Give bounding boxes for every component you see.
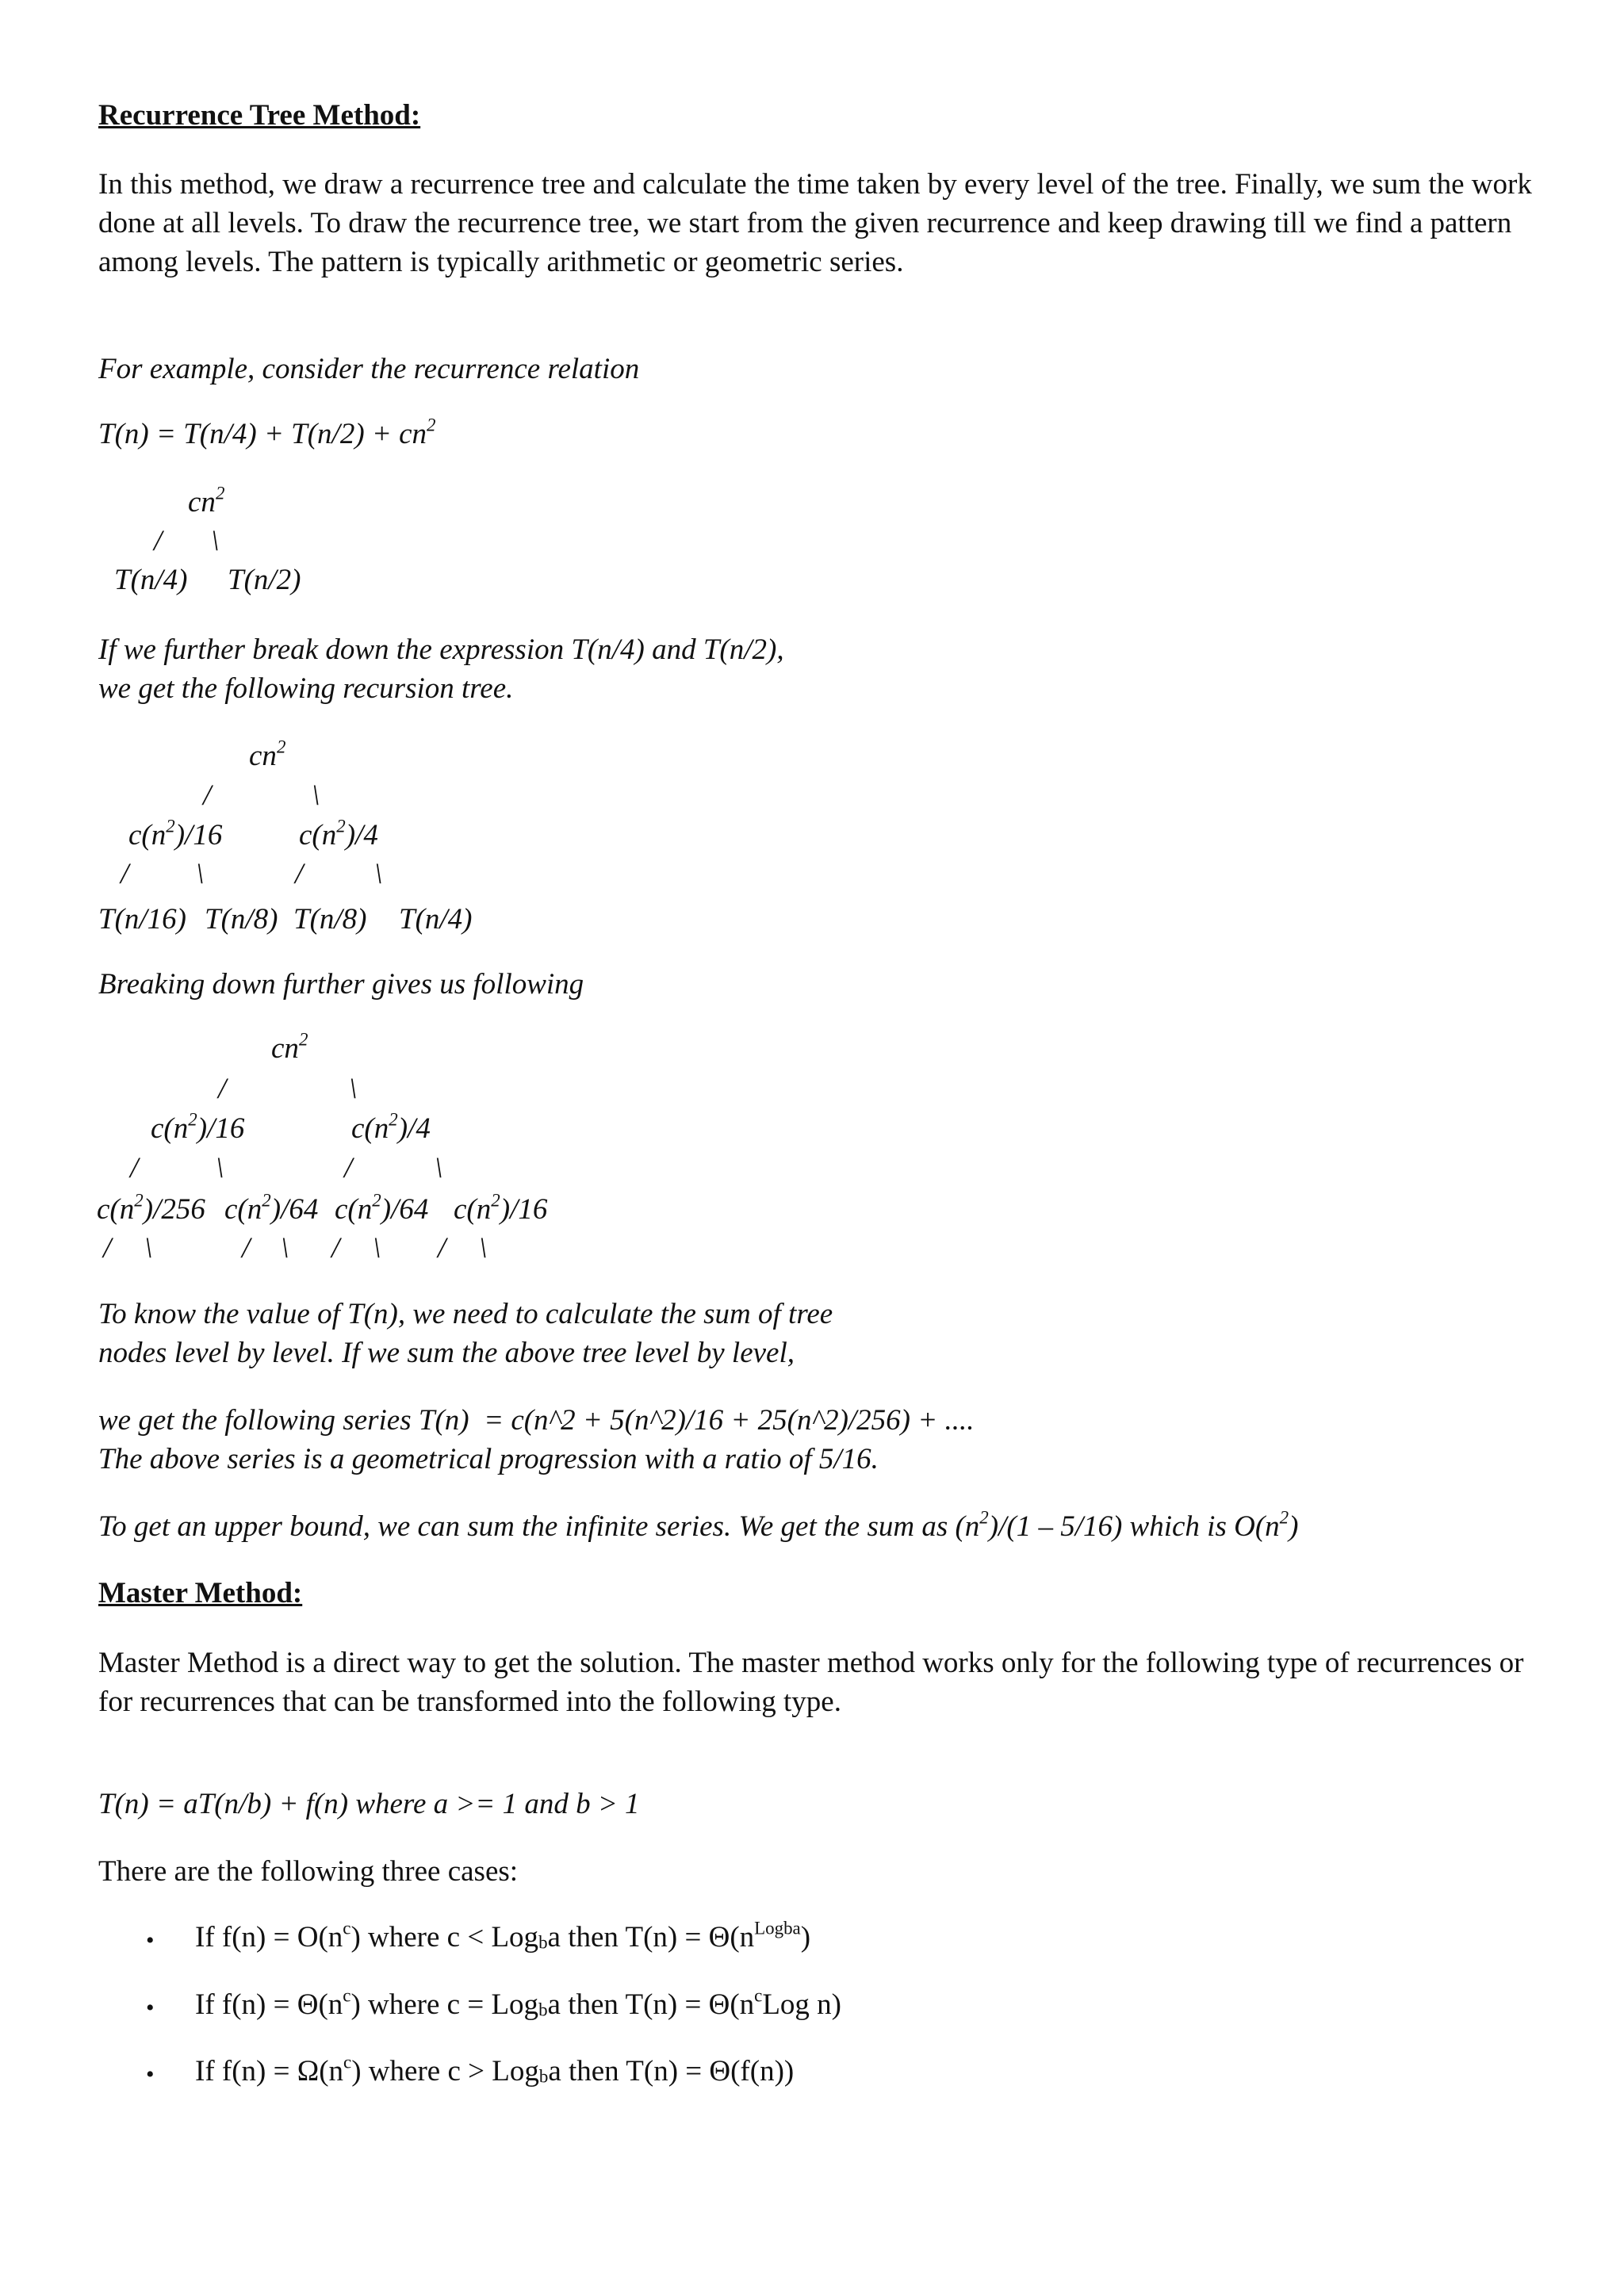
tree3-leaf: $c(n^2)/16$ [454, 1190, 548, 1226]
tree2-node-right: $c(n^2)/4$ [299, 816, 378, 851]
tree3-edge: / [242, 1232, 251, 1265]
tree1-edge-right: \ [211, 525, 220, 557]
case-1: If $f(n) = O(n^c)$ where c < Log$_b$a then $T(n) = \Theta(n^{Logba})$ [195, 1918, 811, 1954]
tree2-leaf: T(n/4) [399, 903, 473, 936]
tree3-root: $cn^2$ [271, 1029, 308, 1065]
case-2: If $f(n) = \Theta(n^c)$ where c = Log$_b$a then $T(n) = \Theta(n^cLog$ n) [195, 1985, 842, 2021]
example-equation: $T(n) = T(n/4) + T(n/2) + cn^2$ [98, 415, 436, 450]
tree2-leaf: T(n/16) [98, 903, 186, 936]
tree1-left-child: T(n/4) [114, 564, 188, 596]
tree2-edge: \ [196, 858, 205, 890]
break-down-text-2: we get the following recursion tree. [98, 672, 514, 705]
tree1-edge-left: / [154, 525, 163, 557]
tree3-edge-right: \ [349, 1073, 358, 1105]
tree3-edge: / [103, 1232, 112, 1265]
tree3-leaf: $c(n^2)/256$ [97, 1190, 205, 1226]
recurrence-tree-heading: Recurrence Tree Method: [98, 99, 421, 132]
series-line: we get the following series T(n) = c(n^2 + 5(n^2)/16 + 25(n^2)/256) + .... [98, 1404, 975, 1437]
bullet-icon: • [146, 1927, 155, 1954]
recurrence-tree-intro: In this method, we draw a recurrence tree and calculate the time taken by every level of the tree. Finally, we sum the work done at all levels. To draw the recurrence tree, we start from the given recurrence and keep drawing till we find a pattern among levels. The pattern is typically arithmetic or geometric series. [98, 168, 1532, 278]
tree3-edge: / [344, 1152, 353, 1184]
bullet-icon: • [146, 1995, 155, 2021]
tree3-edge: \ [281, 1232, 289, 1265]
tree3-edge: / [438, 1232, 446, 1265]
geometric-line: The above series is a geometrical progression with a ratio of 5/16. [98, 1443, 879, 1475]
tree3-node-right: $c(n^2)/4$ [351, 1109, 431, 1145]
tree1-right-child: T(n/2) [228, 564, 301, 596]
tree1-root: $cn^2$ [188, 483, 225, 519]
tree2-edge: \ [374, 858, 383, 890]
sum-text-2: nodes level by level. If we sum the above tree level by level, [98, 1337, 795, 1369]
sum-text-1: To know the value of T(n), we need to calculate the sum of tree [98, 1298, 833, 1330]
tree2-edge: / [121, 858, 129, 890]
tree3-leaf: $c(n^2)/64$ [224, 1190, 319, 1226]
case-3: If $f(n) = \Omega(n^c)$ where c > Log$_b$a then T(n) = Θ(f(n)) [195, 2052, 795, 2087]
tree3-edge: \ [479, 1232, 488, 1265]
tree2-node-left: $c(n^2)/16$ [128, 816, 223, 851]
tree2-edge-left: / [203, 779, 212, 812]
tree2-leaf: T(n/8) [293, 903, 367, 936]
break-down-text-1: If we further break down the expression T(n/4) and T(n/2), [98, 633, 784, 666]
tree2-edge-right: \ [312, 779, 320, 812]
tree3-leaf: $c(n^2)/64$ [335, 1190, 429, 1226]
tree2-edge: / [295, 858, 304, 890]
tree2-leaf: T(n/8) [205, 903, 278, 936]
bullet-icon: • [146, 2061, 155, 2087]
cases-intro: There are the following three cases: [98, 1855, 519, 1888]
tree3-edge: \ [435, 1152, 443, 1184]
master-equation: T(n) = aT(n/b) + f(n) where a >= 1 and b > 1 [98, 1788, 640, 1820]
tree3-edge: \ [373, 1232, 381, 1265]
example-intro: For example, consider the recurrence relation [98, 353, 640, 385]
tree3-node-left: $c(n^2)/16$ [151, 1109, 245, 1145]
tree2-root: $cn^2$ [249, 737, 286, 772]
tree3-edge: / [331, 1232, 340, 1265]
master-method-heading: Master Method: [98, 1577, 303, 1609]
tree3-edge: \ [216, 1152, 224, 1184]
master-method-intro: Master Method is a direct way to get the solution. The master method works only for the following type of recurrences or for recurrences that can be transformed into the following type. [98, 1647, 1524, 1718]
tree3-edge: / [130, 1152, 139, 1184]
tree3-edge: \ [144, 1232, 153, 1265]
upper-bound-line: To get an upper bound, we can sum the infinite series. We get the sum as $(n^2)/(1 - 5/16)$ which is $O(n^2)$ [98, 1507, 1299, 1543]
breaking-further-text: Breaking down further gives us following [98, 968, 584, 1001]
tree3-edge-left: / [218, 1073, 227, 1105]
